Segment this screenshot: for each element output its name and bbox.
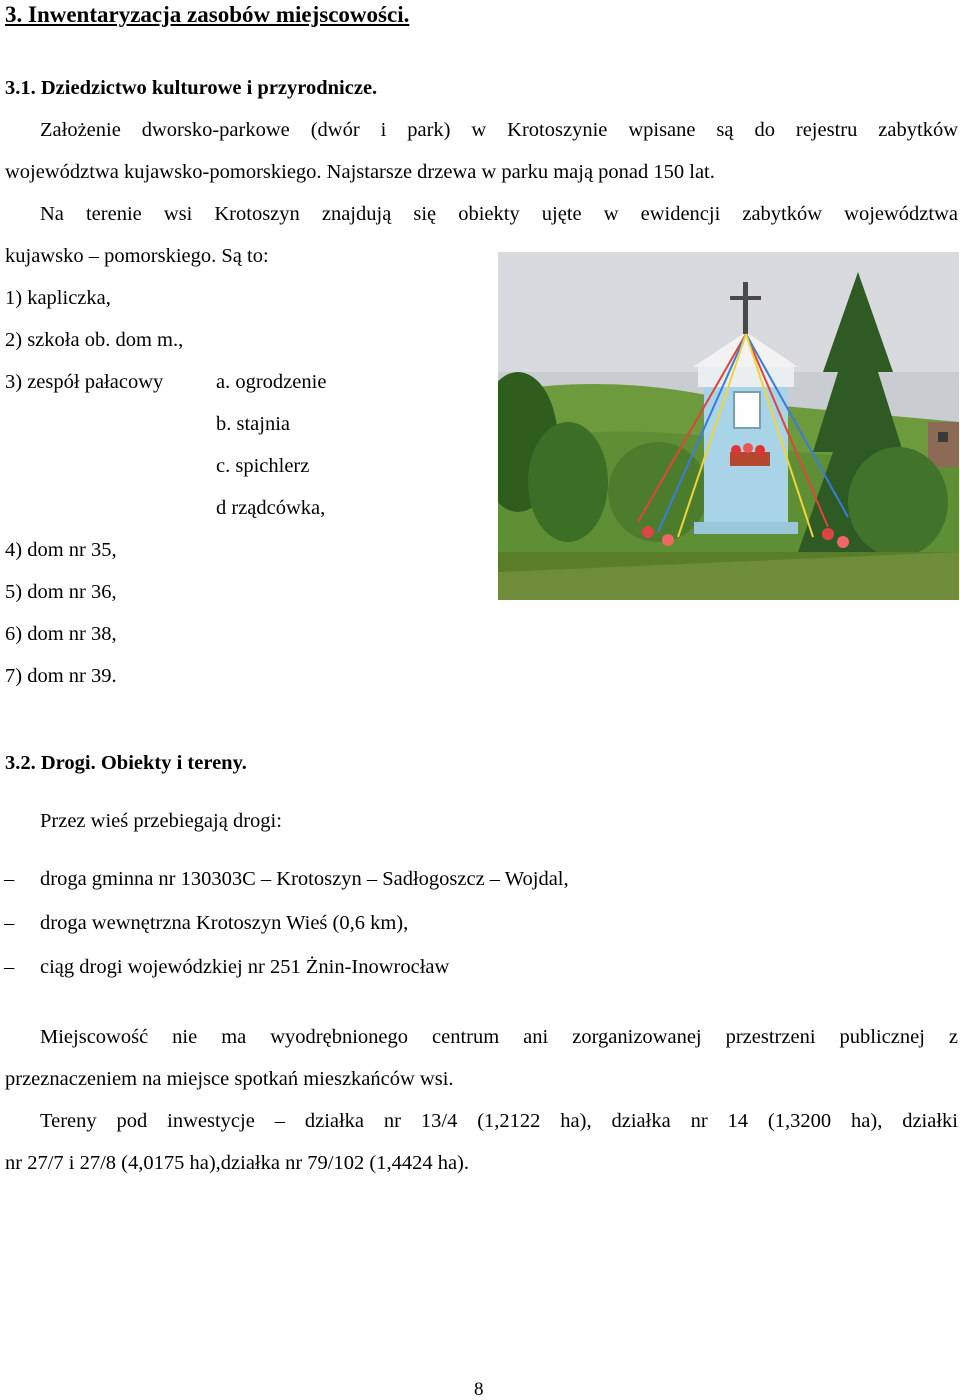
investment-paragraph-line-1: Tereny pod inwestycje – działka nr 13/4 (1,2122 ha), działka nr 14 (1,3200 ha), działki xyxy=(40,1110,958,1132)
sub-list-item: a. ogrodzenie xyxy=(216,371,327,393)
heritage-paragraph-2-line-2: kujawsko – pomorskiego. Są to: xyxy=(5,245,269,267)
heritage-paragraph-1-line-1: Założenie dworsko-parkowe (dwór i park) w Krotoszynie wpisane są do rejestru zabytków xyxy=(40,119,958,141)
sub-list-item: b. stajnia xyxy=(216,413,291,435)
road-item: droga gminna nr 130303C – Krotoszyn – Sadłogoszcz – Wojdal, xyxy=(40,868,569,890)
shrine-photo xyxy=(498,252,959,600)
investment-paragraph-line-2: nr 27/7 i 27/8 (4,0175 ha),działka nr 79/102 (1,4424 ha). xyxy=(5,1152,470,1174)
list-item: 1) kapliczka, xyxy=(5,287,111,309)
list-item: 3) zespół pałacowy xyxy=(5,371,164,393)
section-title-heritage: 3.1. Dziedzictwo kulturowe i przyrodnicze. xyxy=(5,77,378,99)
roads-intro: Przez wieś przebiegają drogi: xyxy=(40,810,282,832)
list-bullet: – xyxy=(4,912,15,934)
list-item: 6) dom nr 38, xyxy=(5,623,117,645)
list-bullet: – xyxy=(4,868,15,890)
heritage-paragraph-2-line-1: Na terenie wsi Krotoszyn znajdują się obiekty ujęte w ewidencji zabytków województwa xyxy=(40,203,958,225)
list-bullet: – xyxy=(4,956,15,978)
section-title-roads: 3.2. Drogi. Obiekty i tereny. xyxy=(5,752,247,774)
list-item: 4) dom nr 35, xyxy=(5,539,117,561)
page-number: 8 xyxy=(474,1379,484,1400)
list-item: 2) szkoła ob. dom m., xyxy=(5,329,184,351)
sub-list-item: d rządcówka, xyxy=(216,497,326,519)
heritage-paragraph-1-line-2: województwa kujawsko-pomorskiego. Najstarsze drzewa w parku mają ponad 150 lat. xyxy=(5,161,715,183)
sub-list-item: c. spichlerz xyxy=(216,455,310,477)
list-item: 7) dom nr 39. xyxy=(5,665,117,687)
center-paragraph-line-1: Miejscowość nie ma wyodrębnionego centrum ani zorganizowanej przestrzeni publicznej z xyxy=(40,1026,958,1048)
list-item: 5) dom nr 36, xyxy=(5,581,117,603)
road-item: ciąg drogi wojewódzkiej nr 251 Żnin-Inowrocław xyxy=(40,956,450,978)
center-paragraph-line-2: przeznaczeniem na miejsce spotkań mieszkańców wsi. xyxy=(5,1068,454,1090)
road-item: droga wewnętrzna Krotoszyn Wieś (0,6 km), xyxy=(40,912,409,934)
page-heading: 3. Inwentaryzacja zasobów miejscowości. xyxy=(5,2,410,27)
